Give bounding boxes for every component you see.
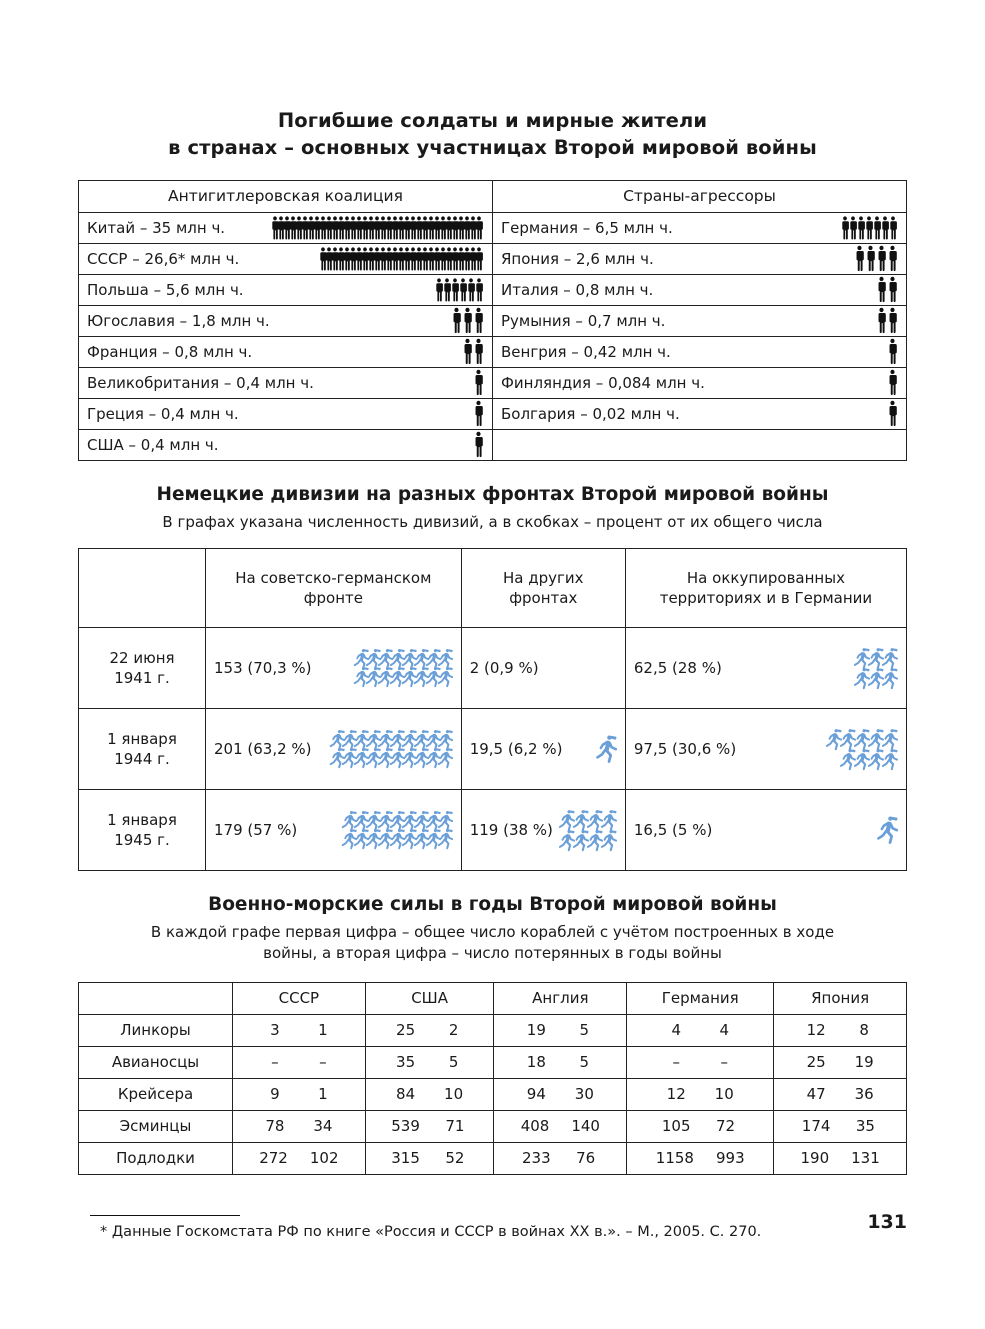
- country-label: Польша – 5,6 млн ч.: [87, 280, 244, 299]
- table-row: [79, 1142, 907, 1174]
- ships-total: 105: [661, 1117, 691, 1136]
- ships-lost: 140: [571, 1117, 600, 1136]
- ships-total: 25: [806, 1053, 826, 1072]
- casualty-cell: [493, 243, 907, 274]
- navy-column-header: СССР: [233, 982, 366, 1014]
- person-icon: [887, 307, 898, 334]
- navy-cell: [627, 1078, 774, 1110]
- person-icon: [473, 431, 484, 458]
- pictogram-group: [451, 307, 484, 334]
- division-value: 2 (0,9 %): [469, 659, 539, 678]
- ships-lost: 36: [854, 1085, 874, 1104]
- ship-type-label: Крейсера: [79, 1078, 233, 1110]
- table-row: [79, 336, 907, 367]
- country-label: Германия – 6,5 млн ч.: [501, 218, 673, 237]
- soldier-icon: [600, 829, 617, 852]
- person-icon: [887, 276, 898, 303]
- pictogram-group: [270, 216, 484, 240]
- person-icon: [473, 400, 484, 427]
- section1-title: [78, 0, 907, 162]
- table-row: [79, 367, 907, 398]
- person-icon: [473, 369, 484, 396]
- navy-cell: [494, 1142, 627, 1174]
- ships-lost: 34: [313, 1117, 333, 1136]
- person-icon: [887, 338, 898, 365]
- section3-subtitle: [78, 922, 907, 963]
- navy-cell: [627, 1014, 774, 1046]
- table-row: [79, 274, 907, 305]
- navy-cell: [494, 1046, 627, 1078]
- navy-cell: [365, 1078, 494, 1110]
- ships-total: 78: [265, 1117, 285, 1136]
- person-icon: [887, 245, 898, 272]
- casualty-cell: [493, 305, 907, 336]
- person-icon: [474, 247, 484, 271]
- ships-lost: 5: [448, 1053, 459, 1072]
- ships-total: 12: [806, 1021, 826, 1040]
- navy-cell: [774, 1110, 907, 1142]
- ships-lost: 1: [318, 1021, 328, 1040]
- ships-total: 272: [259, 1149, 288, 1168]
- navy-cell: [494, 1110, 627, 1142]
- navy-cell: [627, 1142, 774, 1174]
- pictogram-group: [473, 431, 484, 458]
- country-label: Китай – 35 млн ч.: [87, 218, 226, 237]
- division-value: 201 (63,2 %): [214, 740, 312, 759]
- table-row: [79, 1110, 907, 1142]
- division-value: 119 (38 %): [469, 821, 553, 840]
- casualty-cell: [493, 274, 907, 305]
- pictogram-group: [341, 810, 453, 850]
- ships-total: 94: [526, 1085, 546, 1104]
- pictogram-group: [558, 809, 617, 852]
- soldier-icon: [881, 748, 898, 771]
- navy-cell: [774, 1078, 907, 1110]
- casualties-table: [78, 180, 907, 461]
- allies-header: Антигитлеровская коалиция: [79, 180, 493, 212]
- ships-total: 233: [522, 1149, 551, 1168]
- pictogram-group: [473, 369, 484, 396]
- pictogram-group: [854, 245, 898, 272]
- ships-lost: 102: [309, 1149, 339, 1168]
- ship-type-label: Линкоры: [79, 1014, 233, 1046]
- person-icon: [451, 307, 462, 334]
- division-cell: [461, 790, 625, 871]
- pictogram-group: [825, 728, 898, 771]
- division-value: 16,5 (5 %): [633, 821, 713, 840]
- navy-cell: [774, 1142, 907, 1174]
- casualty-cell: [79, 398, 493, 429]
- person-icon: [462, 338, 473, 365]
- country-label: Великобритания – 0,4 млн ч.: [87, 373, 314, 392]
- ships-lost: 10: [714, 1085, 734, 1104]
- casualty-cell: [79, 429, 493, 460]
- ships-total: 1158: [655, 1149, 694, 1168]
- ships-lost: 30: [574, 1085, 594, 1104]
- divisions-header: На оккупированных территориях и в Германии: [625, 549, 906, 628]
- pictogram-group: [887, 338, 898, 365]
- casualty-cell: [79, 367, 493, 398]
- navy-cell: [627, 1110, 774, 1142]
- ships-total: 84: [396, 1085, 416, 1104]
- ships-lost: 71: [445, 1117, 465, 1136]
- division-cell: [625, 790, 906, 871]
- country-label: СССР – 26,6* млн ч.: [87, 249, 240, 268]
- country-label: Италия – 0,8 млн ч.: [501, 280, 654, 299]
- division-value: 97,5 (30,6 %): [633, 740, 737, 759]
- ships-lost: 72: [715, 1117, 736, 1136]
- country-label: Франция – 0,8 млн ч.: [87, 342, 253, 361]
- casualty-cell: [79, 305, 493, 336]
- ships-lost: 5: [579, 1021, 590, 1040]
- navy-cell: [365, 1046, 494, 1078]
- table-row: [79, 243, 907, 274]
- navy-cell: [233, 1142, 366, 1174]
- navy-cell: [233, 1078, 366, 1110]
- navy-cell: [627, 1046, 774, 1078]
- country-label: Греция – 0,4 млн ч.: [87, 404, 239, 423]
- ships-total: 190: [800, 1149, 830, 1168]
- table-row: [79, 180, 907, 212]
- division-cell: [206, 790, 462, 871]
- soldier-icon: [437, 666, 453, 688]
- section1-title-line2: в странах – основных участницах Второй мировой войны: [168, 135, 817, 159]
- person-icon: [462, 307, 473, 334]
- section2-title: Немецкие дивизии на разных фронтах Второй мировой войны: [156, 483, 829, 505]
- ships-lost: 993: [715, 1149, 745, 1168]
- ships-total: 315: [391, 1149, 420, 1168]
- ship-type-label: Эсминцы: [79, 1110, 233, 1142]
- casualty-cell: [79, 274, 493, 305]
- division-cell: [625, 709, 906, 790]
- section2-subtitle: В графах указана численность дивизий, а в скобках – процент от их общего числа: [162, 512, 823, 531]
- ships-total: 19: [526, 1021, 546, 1040]
- empty-cell: [493, 429, 907, 460]
- pictogram-group: [595, 734, 617, 764]
- ships-total: 174: [801, 1117, 831, 1136]
- division-cell: [461, 628, 625, 709]
- table-row: [79, 982, 907, 1014]
- country-label: Югославия – 1,8 млн ч.: [87, 311, 270, 330]
- person-icon: [887, 369, 898, 396]
- table-row: [79, 398, 907, 429]
- ships-lost: –: [319, 1053, 327, 1072]
- date-label: 22 июня 1941 г.: [79, 628, 206, 709]
- pictogram-group: [840, 215, 898, 241]
- soldier-icon: [595, 734, 617, 764]
- section3-subtitle-line1: В каждой графе первая цифра – общее число кораблей с учётом построенных в ходе: [150, 923, 835, 942]
- casualty-cell: [79, 243, 493, 274]
- ships-total: 9: [270, 1085, 280, 1104]
- pictogram-group: [473, 400, 484, 427]
- country-label: Финляндия – 0,084 млн ч.: [501, 373, 705, 392]
- divisions-header: На советско-германском фронте: [206, 549, 462, 628]
- ships-lost: 4: [719, 1021, 729, 1040]
- ships-lost: 35: [855, 1117, 875, 1136]
- section3-subtitle-line2: войны, а вторая цифра – число потерянных в годы войны: [263, 944, 722, 963]
- ships-lost: 8: [859, 1021, 869, 1040]
- navy-column-header: Германия: [627, 982, 774, 1014]
- divisions-header: На других фронтах: [461, 549, 625, 628]
- ships-total: 35: [396, 1053, 416, 1072]
- person-icon: [474, 277, 484, 303]
- pictogram-group: [318, 247, 484, 271]
- navy-column-header: США: [365, 982, 494, 1014]
- country-label: США – 0,4 млн ч.: [87, 435, 219, 454]
- ships-lost: 19: [854, 1053, 874, 1072]
- ships-lost: 2: [448, 1021, 459, 1040]
- pictogram-group: [434, 277, 484, 303]
- table-row: [79, 628, 907, 709]
- table-row: [79, 305, 907, 336]
- ships-lost: 10: [444, 1085, 464, 1104]
- table-row: [79, 1046, 907, 1078]
- casualty-cell: [79, 212, 493, 243]
- ships-lost: 131: [851, 1149, 880, 1168]
- ships-total: 539: [391, 1117, 420, 1136]
- country-label: Румыния – 0,7 млн ч.: [501, 311, 666, 330]
- division-cell: [206, 709, 462, 790]
- soldier-icon: [437, 747, 453, 769]
- ships-lost: 1: [318, 1085, 328, 1104]
- navy-cell: [494, 1078, 627, 1110]
- footnote-text: * Данные Госкомстата РФ по книге «Россия и СССР в войнах XX в.». – М., 2005. С. 270.: [100, 1223, 762, 1240]
- ships-lost: 52: [445, 1149, 465, 1168]
- section1-title-line1: Погибшие солдаты и мирные жители: [277, 109, 708, 132]
- ships-total: 18: [526, 1053, 546, 1072]
- date-label: 1 января 1945 г.: [79, 790, 206, 871]
- pictogram-group: [853, 647, 898, 690]
- division-value: 62,5 (28 %): [633, 659, 722, 678]
- navy-cell: [365, 1142, 494, 1174]
- date-label: 1 января 1944 г.: [79, 709, 206, 790]
- pictogram-group: [887, 400, 898, 427]
- person-icon: [876, 276, 887, 303]
- divisions-table: [78, 548, 907, 871]
- ships-lost: 5: [579, 1053, 590, 1072]
- table-row: [79, 709, 907, 790]
- soldier-icon: [437, 828, 453, 850]
- ships-total: 4: [671, 1021, 681, 1040]
- ships-total: 3: [270, 1021, 280, 1040]
- division-cell: [461, 709, 625, 790]
- pictogram-group: [876, 276, 898, 303]
- table-row: [79, 790, 907, 871]
- pictogram-group: [462, 338, 484, 365]
- table-row: [79, 212, 907, 243]
- section3-title: Военно-морские силы в годы Второй мировой войны: [208, 894, 777, 916]
- navy-cell: [233, 1046, 366, 1078]
- country-label: Япония – 2,6 млн ч.: [501, 249, 654, 268]
- person-icon: [865, 245, 876, 272]
- divisions-header: [79, 549, 206, 628]
- casualty-cell: [493, 398, 907, 429]
- ships-total: 408: [520, 1117, 550, 1136]
- navy-cell: [365, 1110, 494, 1142]
- pictogram-group: [353, 648, 453, 688]
- division-value: 179 (57 %): [214, 821, 298, 840]
- pictogram-group: [329, 729, 453, 769]
- pictogram-group: [876, 815, 898, 845]
- page-number: 131: [867, 1211, 907, 1233]
- person-icon: [474, 216, 484, 240]
- navy-table: [78, 982, 907, 1175]
- pictogram-group: [887, 369, 898, 396]
- pictogram-group: [876, 307, 898, 334]
- ships-lost: –: [720, 1053, 728, 1072]
- ships-lost: 76: [576, 1149, 596, 1168]
- soldier-icon: [881, 667, 898, 690]
- person-icon: [888, 215, 898, 241]
- navy-cell: [774, 1014, 907, 1046]
- table-row: [79, 1078, 907, 1110]
- table-row: [79, 1014, 907, 1046]
- casualty-cell: [493, 336, 907, 367]
- ship-type-label: Подлодки: [79, 1142, 233, 1174]
- division-value: 153 (70,3 %): [214, 659, 312, 678]
- navy-cell: [233, 1014, 366, 1046]
- person-icon: [473, 307, 484, 334]
- ship-type-label: Авианосцы: [79, 1046, 233, 1078]
- person-icon: [473, 338, 484, 365]
- country-label: Болгария – 0,02 млн ч.: [501, 404, 680, 423]
- casualty-cell: [493, 212, 907, 243]
- person-icon: [887, 400, 898, 427]
- navy-cell: [365, 1014, 494, 1046]
- ships-total: 47: [806, 1085, 826, 1104]
- navy-cell: [774, 1046, 907, 1078]
- footnote-rule: [90, 1215, 240, 1216]
- person-icon: [876, 245, 887, 272]
- navy-cell: [233, 1110, 366, 1142]
- casualty-cell: [493, 367, 907, 398]
- navy-column-header: Япония: [774, 982, 907, 1014]
- division-value: 19,5 (6,2 %): [469, 740, 563, 759]
- navy-column-header: Англия: [494, 982, 627, 1014]
- country-label: Венгрия – 0,42 млн ч.: [501, 342, 671, 361]
- ships-total: –: [271, 1053, 279, 1072]
- navy-cell: [494, 1014, 627, 1046]
- table-row: [79, 549, 907, 628]
- ships-total: 12: [666, 1085, 686, 1104]
- soldier-icon: [876, 815, 898, 845]
- division-cell: [206, 628, 462, 709]
- table-row: [79, 429, 907, 460]
- ships-total: –: [672, 1053, 680, 1072]
- ships-total: 25: [396, 1021, 416, 1040]
- person-icon: [876, 307, 887, 334]
- division-cell: [625, 628, 906, 709]
- navy-column-header: [79, 982, 233, 1014]
- axis-header: Страны-агрессоры: [493, 180, 907, 212]
- person-icon: [854, 245, 865, 272]
- casualty-cell: [79, 336, 493, 367]
